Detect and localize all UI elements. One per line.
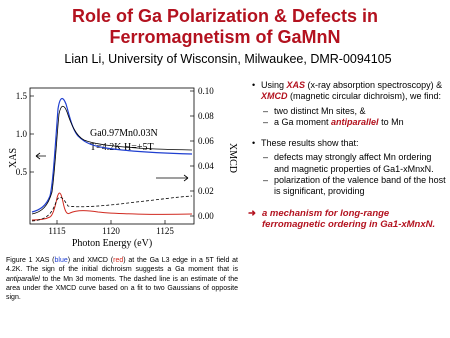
xas-xmcd-plot: [6, 74, 238, 252]
x-tick: 1120: [102, 226, 120, 236]
author-affiliation: Lian Li, University of Wisconsin, Milwaukee, DMR-0094105: [64, 52, 392, 66]
sub-bullet-ga-moment: – a Ga moment antiparallel to Mn: [248, 117, 446, 128]
y-right-label: XMCD: [227, 142, 238, 174]
y-right-tick: 0.02: [198, 186, 214, 196]
slide-title: [0, 6, 450, 48]
caption-antiparallel: antiparallel: [6, 275, 40, 283]
y-left-tick: 0.5: [15, 167, 27, 177]
sub-bullet-mn-sites: – two distinct Mn sites, &: [248, 106, 446, 117]
title-line-2: Ferromagnetism of GaMnN: [109, 27, 341, 47]
y-right-tick: 0.06: [198, 136, 214, 146]
bullet-results: • These results show that:: [248, 138, 446, 149]
sub-bullet-defects: – defects may strongly affect Mn ordering and magnetic properties of Ga1-xMnxN.: [248, 152, 446, 175]
findings-list: [248, 80, 446, 231]
arrow-right-icon: ➜: [248, 207, 256, 219]
x-tick: 1115: [48, 226, 66, 236]
x-axis-label: Photon Energy (eV): [71, 238, 153, 249]
conclusion: [248, 208, 446, 231]
bullet-methods: • Using XAS (x-ray absorption spectroscopy) & XMCD (magnetic circular dichroism), we find:: [248, 80, 446, 103]
y-right-tick: 0.04: [198, 161, 214, 171]
xas-curve-2: [32, 106, 192, 214]
caption-red: red: [113, 257, 124, 264]
caption-blue: blue: [54, 257, 68, 264]
y-left-tick: 1.5: [15, 91, 27, 101]
xmcd-arrow: [156, 175, 188, 181]
sample-annotation: Ga0.97Mn0.03N: [90, 128, 158, 139]
y-right-tick: 0.10: [198, 86, 214, 96]
y-left-label: XAS: [8, 147, 19, 169]
figure-caption: Figure 1 XAS (blue) and XMCD (red) at the Ga L3 edge in a 5T field at 4.2K. The sign of the initial dichroism suggests a Ga moment that is antiparallel to the Mn 3d moments. The dashed line is an estimate of the area under the XMCD curve based on a fit to two Gaussians of opposite sign.: [6, 257, 238, 302]
y-right-tick: 0.08: [198, 111, 214, 121]
y-left-tick: 1.0: [15, 129, 27, 139]
y-right-tick: 0.00: [198, 211, 214, 221]
conclusion-text: a mechanism for long-range ferromagnetic ordering in Ga1-xMnxN.: [262, 207, 436, 231]
sub-bullet-polarization: – polarization of the valence band of the host is significant, providing: [248, 175, 446, 198]
fit-dashed-line: [32, 196, 192, 221]
condition-annotation: T=4.2K H=+5T: [90, 142, 154, 153]
xas-arrow: [36, 153, 46, 159]
title-line-1: Role of Ga Polarization & Defects in: [71, 6, 379, 26]
xmcd-curve: [32, 193, 192, 220]
x-tick: 1125: [156, 226, 174, 236]
